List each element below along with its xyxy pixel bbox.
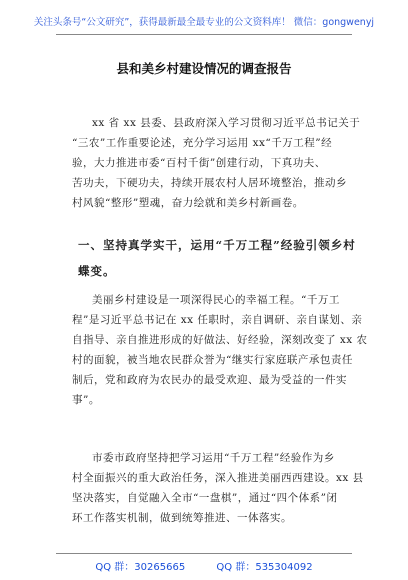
text-line: 验，大力推进市委“百村千街”创建行动，下真功夫、 bbox=[72, 157, 326, 169]
text-line: xx 省 xx 县委、县政府深入学习贯彻习近平总书记关于 bbox=[92, 117, 361, 129]
intro-paragraph bbox=[72, 113, 361, 213]
footer bbox=[0, 558, 408, 573]
text-line: 自指导、亲自推进形成的好做法、好经验，深刻改变了 xx 农 bbox=[72, 334, 368, 346]
text-line: 村全面振兴的重大政治任务，深入推进美丽西西建设。xx 县 bbox=[72, 472, 364, 484]
footer-qq-group-2: QQ 群：535304092 bbox=[216, 562, 313, 573]
text-line: 村风貌“整形”塑魂，奋力绘就和美乡村新画卷。 bbox=[72, 197, 304, 209]
text-line: 环工作落实机制，做到统筹推进、一体落实。 bbox=[72, 512, 292, 524]
section-heading bbox=[78, 232, 356, 284]
text-line: “三农”工作重要论述，充分学习运用 xx“千万工程”经 bbox=[72, 137, 333, 149]
header-banner: 关注头条号“公文研究”，获得最新最全最专业的公文资料库！ 微信：gongwenyj bbox=[33, 17, 375, 28]
body-paragraph-2 bbox=[72, 290, 368, 410]
footer-divider bbox=[56, 553, 352, 554]
text-line: 市委市政府坚持把学习运用“千万工程”经验作为乡 bbox=[92, 452, 335, 464]
document-title: 县和美乡村建设情况的调查报告 bbox=[116, 61, 292, 76]
footer-qq-group-1: QQ 群：30265665 bbox=[95, 562, 186, 573]
text-line: 坚决落实，自觉融入全市“一盘棋”，通过“四个体系”闭 bbox=[72, 492, 338, 504]
text-line: 美丽乡村建设是一项深得民心的幸福工程。“千万工 bbox=[92, 294, 340, 306]
heading-line: 一、坚持真学实干，运用“千万工程”经验引领乡村 bbox=[78, 238, 356, 252]
text-line: 事”。 bbox=[72, 394, 100, 406]
text-line: 程”是习近平总书记在 xx 任职时，亲自调研、亲自谋划、亲 bbox=[72, 314, 363, 326]
text-line: 制后，党和政府为农民办的最受欢迎、最为受益的一件实 bbox=[72, 374, 347, 386]
text-line: 村的面貌，被当地农民群众誉为“继实行家庭联产承包责任 bbox=[72, 354, 353, 366]
text-line: 苦功夫，下硬功夫，持续开展农村人居环境整治，推动乡 bbox=[72, 177, 347, 189]
body-paragraph-3 bbox=[72, 448, 364, 528]
header-divider bbox=[56, 34, 352, 35]
heading-line: 蝶变。 bbox=[78, 264, 116, 278]
